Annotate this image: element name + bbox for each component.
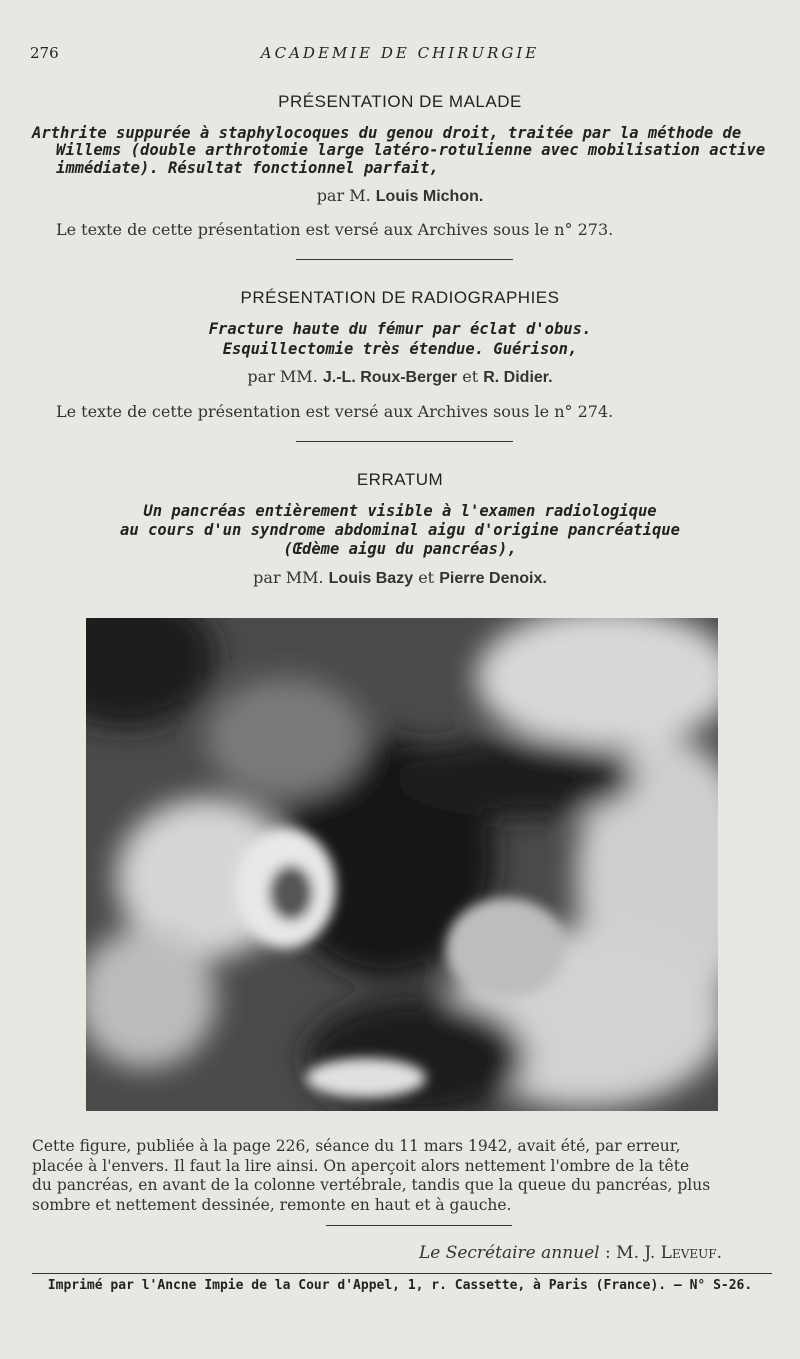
subtitle-line-1: Fracture haute du fémur par éclat d'obus.	[208, 320, 592, 338]
signature-sep: :	[605, 1243, 611, 1263]
signature	[419, 1243, 722, 1263]
archive-note-274: Le texte de cette présentation est versé aux Archives sous le n° 274.	[56, 402, 614, 421]
running-title: ACADEMIE DE CHIRURGIE	[260, 44, 540, 62]
byline-conj: et	[418, 568, 435, 587]
byline-roux-berger	[0, 367, 800, 387]
erratum-text	[32, 1137, 772, 1215]
author-name: Louis Bazy	[328, 570, 414, 587]
author-name: Louis Michon.	[375, 188, 484, 205]
subtitle-line-2: Willems (double arthrotomie large latéro-rotulienne avec mobilisation active	[56, 141, 766, 159]
author-name: R. Didier.	[483, 369, 553, 386]
byline-prefix: par MM.	[247, 367, 318, 386]
subtitle-line-2: Esquillectomie très étendue. Guérison,	[222, 340, 578, 358]
page-number: 276	[30, 44, 59, 62]
signature-name: M. J. Leveuf.	[616, 1243, 722, 1263]
divider	[296, 259, 513, 260]
section-title-erratum: ERRATUM	[356, 470, 444, 489]
footer-rule	[32, 1273, 772, 1274]
subtitle-line-1: Un pancréas entièrement visible à l'examen radiologique	[143, 502, 657, 520]
subtitle-line-3: immédiate). Résultat fonctionnel parfait,	[56, 159, 439, 177]
radiograph-image	[86, 618, 718, 1111]
byline-michon	[0, 186, 800, 206]
byline-bazy	[0, 568, 800, 588]
byline-prefix: par M.	[316, 186, 371, 205]
body-line: du pancréas, en avant de la colonne vertébrale, tandis que la queue du pancréas, plus	[32, 1176, 711, 1194]
divider	[296, 441, 513, 442]
printer-footer: Imprimé par l'Ancne Impie de la Cour d'Appel, 1, r. Cassette, à Paris (France). — N° S-26.	[47, 1278, 753, 1293]
subtitle-line-1: Arthrite suppurée à staphylocoques du genou droit, traitée par la méthode de	[32, 124, 742, 142]
radiograph-graphic	[86, 618, 718, 1111]
body-line: placée à l'envers. Il faut la lire ainsi. On aperçoit alors nettement l'ombre de la tête	[32, 1156, 690, 1175]
author-name: Pierre Denoix.	[439, 570, 547, 587]
section-title-malade: PRÉSENTATION DE MALADE	[278, 92, 522, 111]
body-line: Cette figure, publiée à la page 226, séance du 11 mars 1942, avait été, par erreur,	[32, 1137, 681, 1155]
divider	[326, 1225, 512, 1226]
section-title-radiographies: PRÉSENTATION DE RADIOGRAPHIES	[240, 288, 560, 307]
body-line: sombre et nettement dessinée, remonte en haut et à gauche.	[32, 1195, 512, 1214]
archive-note-273: Le texte de cette présentation est versé aux Archives sous le n° 273.	[56, 220, 614, 239]
byline-prefix: par MM.	[253, 568, 324, 587]
subtitle-line-3: (Œdème aigu du pancréas),	[283, 540, 517, 558]
author-name: J.-L. Roux-Berger	[322, 369, 458, 386]
subtitle-line-2: au cours d'un syndrome abdominal aigu d'origine pancréatique	[120, 521, 680, 539]
byline-conj: et	[462, 367, 479, 386]
signature-role: Le Secrétaire annuel	[418, 1243, 600, 1263]
